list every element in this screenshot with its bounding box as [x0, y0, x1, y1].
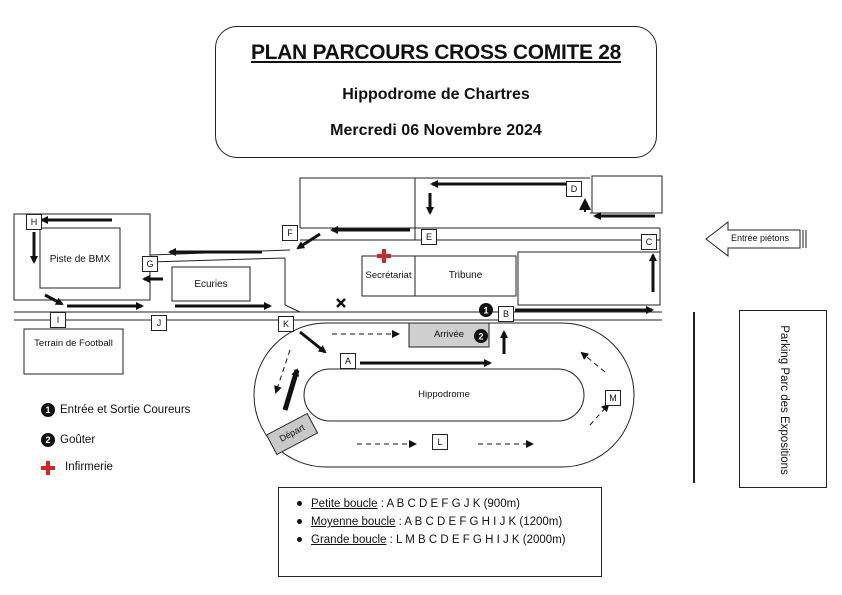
- secretariat-label: Secrétariat: [365, 270, 412, 281]
- legend-item-infirmary: [65, 461, 113, 473]
- checkpoint-k: K: [278, 316, 294, 332]
- legend-number-1-icon: 1: [41, 403, 55, 417]
- start-label: Départ: [277, 422, 307, 444]
- legend-infirmary-cross-icon: [41, 461, 55, 475]
- checkpoint-f: F: [282, 225, 298, 241]
- legend-item-snack: [41, 433, 95, 447]
- checkpoint-d: D: [566, 181, 582, 197]
- route-small: [297, 498, 601, 510]
- path-bottom: [150, 258, 285, 262]
- routes-box: [278, 487, 602, 577]
- right-building: [518, 252, 660, 305]
- stables-label: Ecuries: [194, 279, 228, 290]
- football-field: [24, 329, 123, 374]
- checkpoint-h: H: [26, 214, 42, 230]
- route-arrow-f: [298, 234, 320, 248]
- route-medium-detail: : A B C D E F G H I J K (1200m): [395, 516, 563, 528]
- venue-name: Hippodrome de Chartres: [342, 86, 530, 103]
- checkpoint-l: L: [432, 434, 448, 450]
- dashed-arrow-right-upper: [582, 353, 605, 372]
- pedestrian-entrance-end: [803, 230, 806, 248]
- checkpoint-b: B: [498, 306, 514, 322]
- tribune-label: Tribune: [448, 270, 483, 281]
- bmx-label: Piste de BMX: [49, 254, 111, 265]
- checkpoint-m: M: [605, 390, 621, 406]
- checkpoint-g: G: [142, 256, 158, 272]
- route-small-name: Petite boucle: [311, 498, 378, 510]
- event-date: Mercredi 06 Novembre 2024: [330, 122, 542, 139]
- legend-entrance-label: Entrée et Sortie Coureurs: [60, 404, 191, 417]
- route-medium: [297, 516, 601, 528]
- route-arrow-depart: [285, 370, 297, 410]
- checkpoint-j: J: [151, 315, 167, 331]
- legend-number-2-icon: 2: [41, 433, 55, 447]
- parking-label: Parking Parc des Expositions: [778, 325, 790, 475]
- checkpoint-a: A: [340, 353, 356, 369]
- checkpoint-c: C: [641, 234, 657, 250]
- route-small-detail: : A B C D E F G J K (900m): [377, 498, 521, 510]
- map-title: PLAN PARCOURS CROSS COMITE 28: [250, 41, 622, 64]
- legend-item-entrance: [41, 403, 190, 417]
- legend-snack-label: Goûter: [60, 434, 96, 447]
- route-large: [297, 534, 601, 546]
- infirmary-cross-icon: [377, 249, 391, 263]
- checkpoint-i: I: [50, 312, 66, 328]
- checkpoint-e: E: [421, 229, 437, 245]
- route-arrow-k: [300, 332, 325, 352]
- dashed-arrow-right-lower: [590, 405, 608, 425]
- upper-right-block: [592, 176, 662, 213]
- svg-text:2: 2: [478, 331, 484, 342]
- parking-area: [739, 310, 827, 488]
- football-label: Terrain de Football: [34, 338, 113, 349]
- racecourse-label: Hippodrome: [418, 389, 470, 400]
- dashed-arrow-left: [276, 350, 290, 392]
- svg-text:1: 1: [483, 305, 489, 316]
- route-large-name: Grande boucle: [311, 534, 387, 546]
- legend-infirmary-label: Infirmerie: [65, 461, 113, 473]
- route-medium-name: Moyenne boucle: [311, 516, 396, 528]
- x-marker-icon: [337, 299, 345, 307]
- finish-label: Arrivée: [433, 329, 465, 340]
- pedestrian-entrance-label: Entrée piétons: [730, 233, 790, 243]
- route-large-detail: : L M B C D E F G H I J K (2000m): [386, 534, 566, 546]
